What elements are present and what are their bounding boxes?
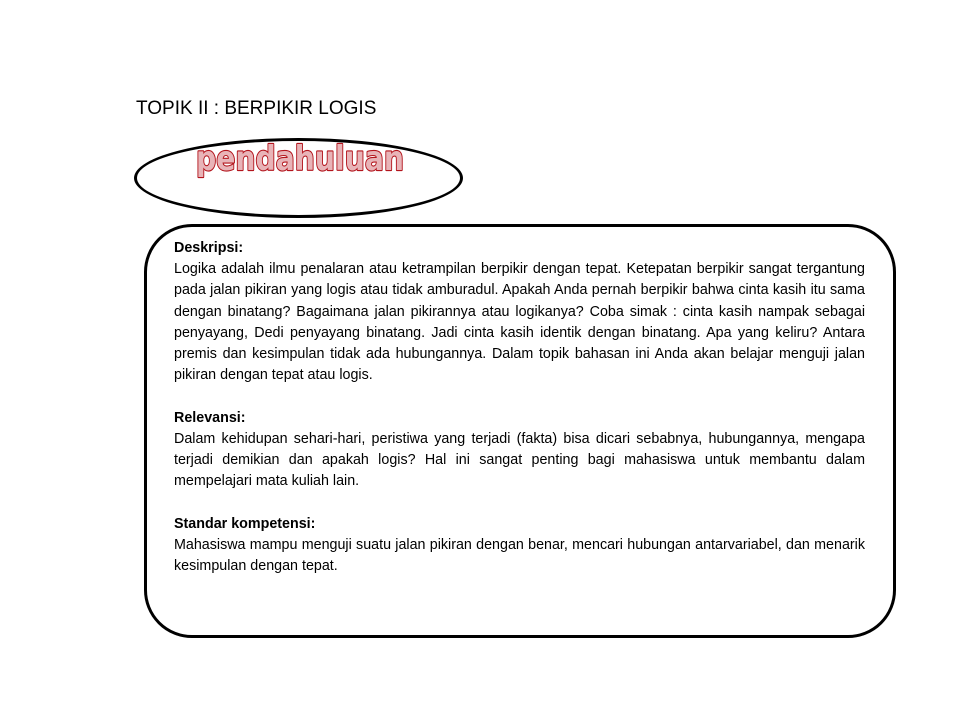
topic-title: TOPIK II : BERPIKIR LOGIS bbox=[136, 98, 377, 119]
standar-kompetensi-text: Mahasiswa mampu menguji suatu jalan pikiran dengan benar, mencari hubungan antarvariabel, dan menarik kesimpulan dengan tepat. bbox=[174, 536, 865, 575]
section-gap bbox=[174, 492, 865, 513]
deskripsi-heading: Deskripsi: bbox=[174, 240, 244, 256]
intro-label: pendahuluan bbox=[196, 139, 404, 179]
intro-wordart bbox=[192, 134, 412, 184]
relevansi-text: Dalam kehidupan sehari-hari, peristiwa yang terjadi (fakta) bisa dicari sebabnya, hubungannya, mengapa terjadi demikian dan apakah logis? Hal ini sangat penting bagi mahasiswa untuk membantu dalam mempelajari mata kuliah lain. bbox=[174, 430, 865, 490]
deskripsi-text: Logika adalah ilmu penalaran atau ketrampilan berpikir dengan tepat. Ketepatan berpikir sangat tergantung pada jalan pikiran yang logis atau tidak amburadul. Apakah Anda pernah berpikir bahwa cinta kasih itu sama dengan binatang? Bagaimana jalan pikirannya atau logikanya? Coba simak : cinta kasih nampak sebagai penyayang, Dedi penyayang binatang. Jadi cinta kasih identik dengan binatang. Apa yang keliru? Antara premis dan kesimpulan tidak ada hubungannya. Dalam topik bahasan ini Anda akan belajar menguji jalan pikiran dengan tepat atau logis. bbox=[174, 261, 865, 384]
content-body bbox=[174, 238, 865, 577]
deskripsi-section bbox=[174, 238, 865, 386]
standar-kompetensi-heading: Standar kompetensi: bbox=[174, 515, 316, 532]
section-gap bbox=[174, 386, 865, 407]
relevansi-section bbox=[174, 408, 865, 493]
relevansi-heading: Relevansi: bbox=[174, 409, 246, 426]
standar-kompetensi-section bbox=[174, 514, 865, 578]
